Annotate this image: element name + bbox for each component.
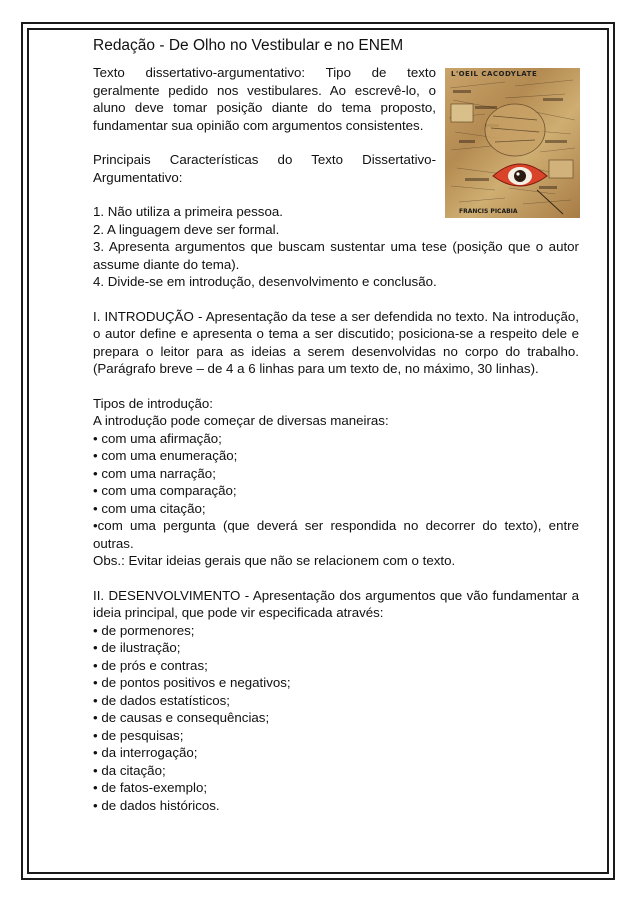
list-item: • com uma enumeração;: [93, 448, 238, 463]
document-title: Redação - De Olho no Vestibular e no ENEM: [93, 37, 404, 54]
list-item: • com uma comparação;: [93, 483, 237, 498]
intro-block: [93, 64, 436, 186]
list-item: • com uma citação;: [93, 500, 206, 516]
list-item: • de fatos-exemplo;: [93, 780, 208, 795]
list-item: • com uma narração;: [93, 465, 216, 481]
list-item: •com uma pergunta (que deverá ser respondida no decorrer do texto), entre outras.: [93, 518, 579, 551]
artwork-illustration: [445, 68, 580, 218]
intro-paragraph: Texto dissertativo-argumentativo: Tipo de texto geralmente pedido nos vestibulares. Ao escrevê-lo, o aluno deve tomar posição diante do tema proposto, fundamentar sua opinião com argumentos consistentes.: [93, 65, 436, 133]
document-body: [93, 36, 579, 814]
list-item: 3. Apresenta argumentos que buscam sustentar uma tese (posição que o autor assume diante do tema).: [93, 239, 579, 272]
list-item: • de pontos positivos e negativos;: [93, 675, 291, 690]
artwork-caption-top: L'OEIL CACODYLATE: [451, 70, 538, 78]
artwork-caption-bottom: FRANCIS PICABIA: [459, 208, 518, 215]
list-item: • de prós e contras;: [93, 657, 208, 673]
development-section: [93, 587, 579, 815]
list-item: • de dados estatísticos;: [93, 692, 230, 708]
list-item: • de ilustração;: [93, 640, 181, 655]
list-item: • de pesquisas;: [93, 727, 184, 743]
intro-types-note: Obs.: Evitar ideias gerais que não se relacionem com o texto.: [93, 553, 456, 568]
list-item: • da citação;: [93, 762, 166, 778]
list-item: 4. Divide-se em introdução, desenvolvimento e conclusão.: [93, 274, 437, 289]
introduction-types: [93, 395, 579, 570]
characteristics-heading: Principais Características do Texto Dissertativo-Argumentativo:: [93, 152, 436, 185]
list-item: • de causas e consequências;: [93, 710, 270, 725]
list-item: • de pormenores;: [93, 622, 195, 638]
list-item: 2. A linguagem deve ser formal.: [93, 221, 280, 237]
artwork-image: [445, 68, 580, 218]
list-item: • da interrogação;: [93, 745, 198, 760]
development-text: II. DESENVOLVIMENTO - Apresentação dos argumentos que vão fundamentar a ideia principal, que pode vir especificada através:: [93, 587, 579, 620]
list-item: • com uma afirmação;: [93, 430, 222, 446]
introduction-section: I. INTRODUÇÃO - Apresentação da tese a ser defendida no texto. Na introdução, o autor define e apresenta o tema a ser discutido; posiciona-se a respeito dele e prepara o leitor para as ideias a serem desenvolvidas no corpo do trabalho. (Parágrafo breve – de 4 a 6 linhas para um texto de, no máximo, 30 linhas).: [93, 308, 579, 376]
intro-types-heading: Tipos de introdução:: [93, 395, 213, 411]
list-item: 1. Não utiliza a primeira pessoa.: [93, 204, 283, 219]
list-item: • de dados históricos.: [93, 797, 220, 813]
intro-types-lead: A introdução pode começar de diversas maneiras:: [93, 413, 389, 428]
